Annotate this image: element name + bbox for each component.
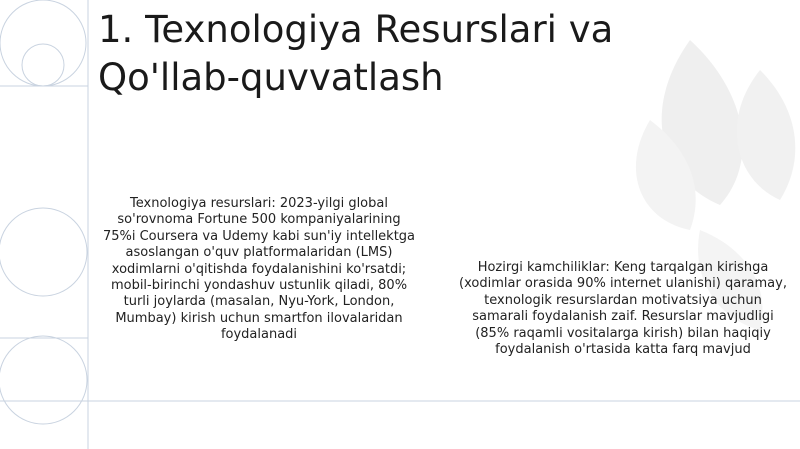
small-circle-outline (22, 44, 64, 86)
technology-resources-paragraph: Texnologiya resurslari: 2023-yilgi global so'rovnoma Fortune 500 kompaniyalarining 75%i Coursera va Udemy kabi sun'iy intellektga asoslangan o'quv platformalaridan (LMS) xodimlarni o'qitishda foydalanishini ko'rsatdi; mobil-birinchi yondashuv ustunlik qiladi, 80% turli joylarda (masalan, Nyu-York, London, Mumbay) kirish uchun smartfon ilovalaridan foydalanadi (102, 196, 416, 343)
bottom-circle-outline (0, 336, 87, 424)
slide-title: 1. Texnologiya Resurslari va Qo'llab-quvvatlash (98, 8, 614, 99)
current-shortcomings-paragraph: Hozirgi kamchiliklar: Keng tarqalgan kirishga (xodimlar orasida 90% internet ulanishi) qaramay, texnologik resurslardan motivatsiya uchun samarali foydalanish zaif. Resurslar mavjudligi (85% raqamli vositalarga kirish) bilan haqiqiy foydalanish o'rtasida katta farq mavjud (459, 260, 787, 358)
mid-circle-outline (0, 208, 87, 296)
large-circle-outline (0, 0, 86, 86)
